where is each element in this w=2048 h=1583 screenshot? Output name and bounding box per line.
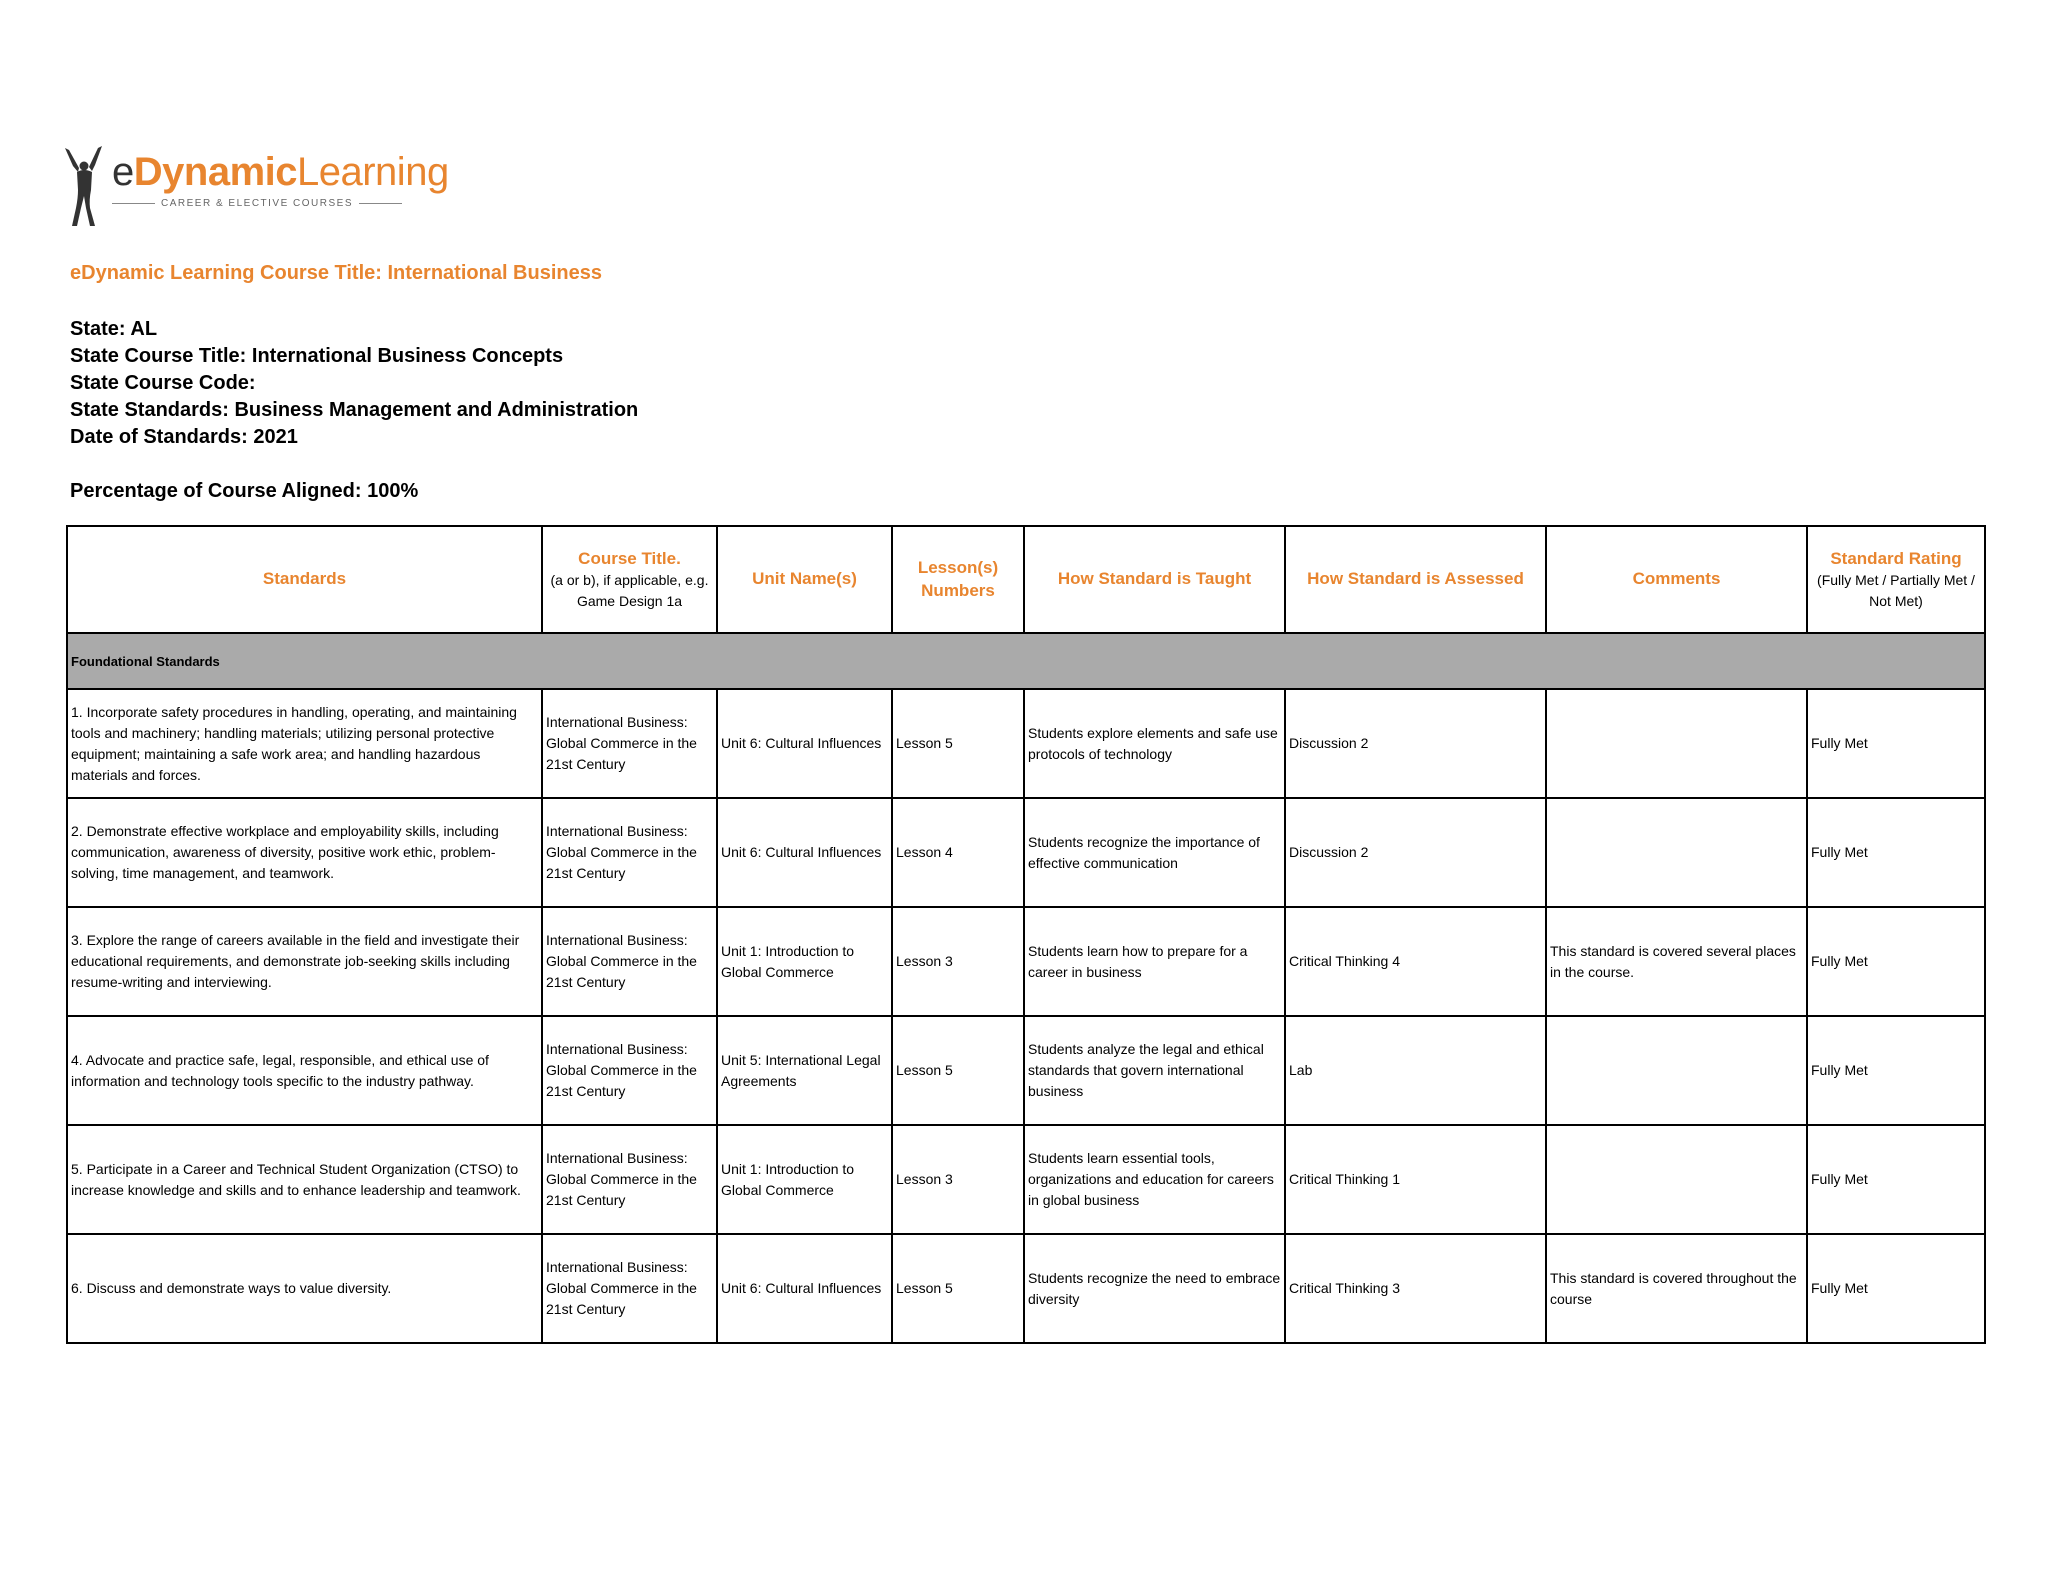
rating-cell: Fully Met — [1807, 798, 1985, 907]
course-cell: International Business: Global Commerce in the 21st Century — [542, 907, 717, 1016]
rating-cell: Fully Met — [1807, 1125, 1985, 1234]
course-cell: International Business: Global Commerce in the 21st Century — [542, 1234, 717, 1343]
header-comments: Comments — [1546, 526, 1807, 633]
unit-cell: Unit 6: Cultural Influences — [717, 1234, 892, 1343]
lesson-cell: Lesson 3 — [892, 907, 1024, 1016]
table-row — [67, 1125, 1985, 1234]
taught-cell: Students analyze the legal and ethical standards that govern international business — [1024, 1016, 1285, 1125]
state-course-title-line: State Course Title: International Business Concepts — [70, 345, 564, 367]
jumping-figure-icon — [62, 146, 108, 228]
comments-cell — [1546, 1125, 1807, 1234]
table-row — [67, 689, 1985, 798]
lesson-cell: Lesson 5 — [892, 1234, 1024, 1343]
course-title: eDynamic Learning Course Title: International Business — [70, 262, 602, 284]
rating-cell: Fully Met — [1807, 1016, 1985, 1125]
lesson-cell: Lesson 3 — [892, 1125, 1024, 1234]
table-row — [67, 907, 1985, 1016]
course-cell: International Business: Global Commerce in the 21st Century — [542, 1125, 717, 1234]
lesson-cell: Lesson 5 — [892, 1016, 1024, 1125]
assessed-cell: Critical Thinking 1 — [1285, 1125, 1546, 1234]
comments-cell — [1546, 689, 1807, 798]
table-row — [67, 1234, 1985, 1343]
logo-tagline: CAREER & ELECTIVE COURSES — [112, 198, 402, 209]
unit-cell: Unit 1: Introduction to Global Commerce — [717, 1125, 892, 1234]
taught-cell: Students recognize the need to embrace diversity — [1024, 1234, 1285, 1343]
standard-cell: 6. Discuss and demonstrate ways to value diversity. — [67, 1234, 542, 1343]
comments-cell — [1546, 1016, 1807, 1125]
assessed-cell: Lab — [1285, 1016, 1546, 1125]
header-rating-label: Standard Rating — [1830, 549, 1962, 569]
unit-cell: Unit 6: Cultural Influences — [717, 798, 892, 907]
standards-table — [66, 525, 1986, 1344]
assessed-cell: Discussion 2 — [1285, 689, 1546, 798]
unit-cell: Unit 5: International Legal Agreements — [717, 1016, 892, 1125]
taught-cell: Students recognize the importance of effective communication — [1024, 798, 1285, 907]
header-standards: Standards — [67, 526, 542, 633]
taught-cell: Students learn essential tools, organizations and education for careers in global business — [1024, 1125, 1285, 1234]
standard-cell: 1. Incorporate safety procedures in handling, operating, and maintaining tools and machinery; handling materials; utilizing personal protective equipment; maintaining a safe work area; and handling hazardous materials and forces. — [67, 689, 542, 798]
state-course-code-line: State Course Code: — [70, 372, 256, 394]
standard-cell: 5. Participate in a Career and Technical Student Organization (CTSO) to increase knowledge and skills and to enhance leadership and teamwork. — [67, 1125, 542, 1234]
comments-cell: This standard is covered throughout the course — [1546, 1234, 1807, 1343]
header-standard-rating — [1807, 526, 1985, 633]
standard-cell: 2. Demonstrate effective workplace and employability skills, including communication, awareness of diversity, positive work ethic, problem-solving, time management, and teamwork. — [67, 798, 542, 907]
assessed-cell: Critical Thinking 3 — [1285, 1234, 1546, 1343]
table-header-row — [67, 526, 1985, 633]
assessed-cell: Critical Thinking 4 — [1285, 907, 1546, 1016]
course-cell: International Business: Global Commerce in the 21st Century — [542, 798, 717, 907]
comments-cell: This standard is covered several places in the course. — [1546, 907, 1807, 1016]
unit-cell: Unit 6: Cultural Influences — [717, 689, 892, 798]
assessed-cell: Discussion 2 — [1285, 798, 1546, 907]
header-course-title-label: Course Title. — [578, 549, 681, 569]
standard-cell: 4. Advocate and practice safe, legal, responsible, and ethical use of information and technology tools specific to the industry pathway. — [67, 1016, 542, 1125]
section-label: Foundational Standards — [67, 633, 1985, 689]
lesson-cell: Lesson 5 — [892, 689, 1024, 798]
course-cell: International Business: Global Commerce in the 21st Century — [542, 1016, 717, 1125]
header-lesson-numbers: Lesson(s) Numbers — [892, 526, 1024, 633]
table-row — [67, 1016, 1985, 1125]
state-standards-line: State Standards: Business Management and Administration — [70, 399, 639, 421]
logo-wordmark: eDynamicLearning — [112, 150, 449, 194]
rating-cell: Fully Met — [1807, 689, 1985, 798]
header-rating-sub: (Fully Met / Partially Met / Not Met) — [1817, 572, 1975, 609]
state-line: State: AL — [70, 318, 158, 340]
edynamic-learning-logo — [62, 146, 449, 228]
table-row — [67, 798, 1985, 907]
header-course-title — [542, 526, 717, 633]
unit-cell: Unit 1: Introduction to Global Commerce — [717, 907, 892, 1016]
date-of-standards-line: Date of Standards: 2021 — [70, 426, 298, 448]
rating-cell: Fully Met — [1807, 907, 1985, 1016]
header-unit-names: Unit Name(s) — [717, 526, 892, 633]
header-course-title-sub: (a or b), if applicable, e.g. Game Design 1a — [550, 572, 709, 609]
rating-cell: Fully Met — [1807, 1234, 1985, 1343]
header-how-assessed: How Standard is Assessed — [1285, 526, 1546, 633]
header-how-taught: How Standard is Taught — [1024, 526, 1285, 633]
section-row — [67, 633, 1985, 689]
course-cell: International Business: Global Commerce in the 21st Century — [542, 689, 717, 798]
taught-cell: Students explore elements and safe use protocols of technology — [1024, 689, 1285, 798]
standard-cell: 3. Explore the range of careers available in the field and investigate their educational requirements, and demonstrate job-seeking skills including resume-writing and interviewing. — [67, 907, 542, 1016]
comments-cell — [1546, 798, 1807, 907]
percentage-aligned: Percentage of Course Aligned: 100% — [70, 480, 419, 502]
lesson-cell: Lesson 4 — [892, 798, 1024, 907]
state-info — [70, 316, 638, 451]
taught-cell: Students learn how to prepare for a career in business — [1024, 907, 1285, 1016]
